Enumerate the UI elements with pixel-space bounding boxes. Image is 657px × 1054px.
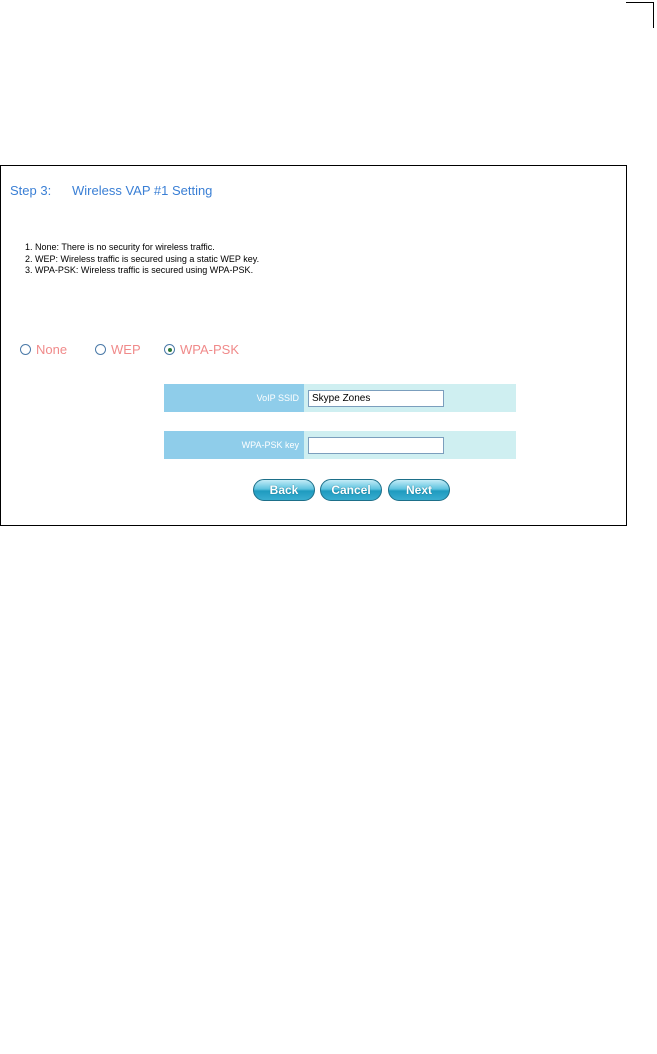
radio-none-label: None [36, 342, 68, 357]
psk-input[interactable] [308, 437, 444, 454]
back-button[interactable]: Back [253, 479, 315, 501]
step-number: Step 3: [10, 183, 52, 198]
radio-none[interactable] [20, 342, 67, 357]
next-button[interactable]: Next [388, 479, 450, 501]
wizard-panel [0, 165, 627, 526]
psk-row [164, 431, 516, 459]
radio-wep-label: WEP [111, 342, 141, 357]
radio-wpa-psk[interactable] [164, 342, 239, 357]
page-corner-mark [626, 2, 654, 28]
security-descriptions [25, 242, 259, 277]
ssid-value-cell [304, 384, 516, 412]
ssid-input[interactable] [308, 390, 444, 407]
psk-value-cell [304, 431, 516, 459]
ssid-row [164, 384, 516, 412]
psk-label: WPA-PSK key [164, 431, 304, 459]
ssid-label: VoIP SSID [164, 384, 304, 412]
page-title [10, 183, 212, 198]
description-wpa-psk: 3. WPA-PSK: Wireless traffic is secured using WPA-PSK. [25, 265, 254, 275]
radio-none-icon[interactable] [20, 344, 31, 355]
cancel-button[interactable]: Cancel [320, 479, 382, 501]
description-wep: 2. WEP: Wireless traffic is secured using a static WEP key. [25, 253, 260, 264]
radio-wpa-psk-icon[interactable] [164, 344, 175, 355]
radio-wep[interactable] [95, 342, 141, 357]
radio-wep-icon[interactable] [95, 344, 106, 355]
description-none: 1. None: There is no security for wireless traffic. [25, 242, 215, 252]
step-title-text: Wireless VAP #1 Setting [72, 183, 213, 198]
radio-wpa-psk-label: WPA-PSK [180, 342, 239, 357]
